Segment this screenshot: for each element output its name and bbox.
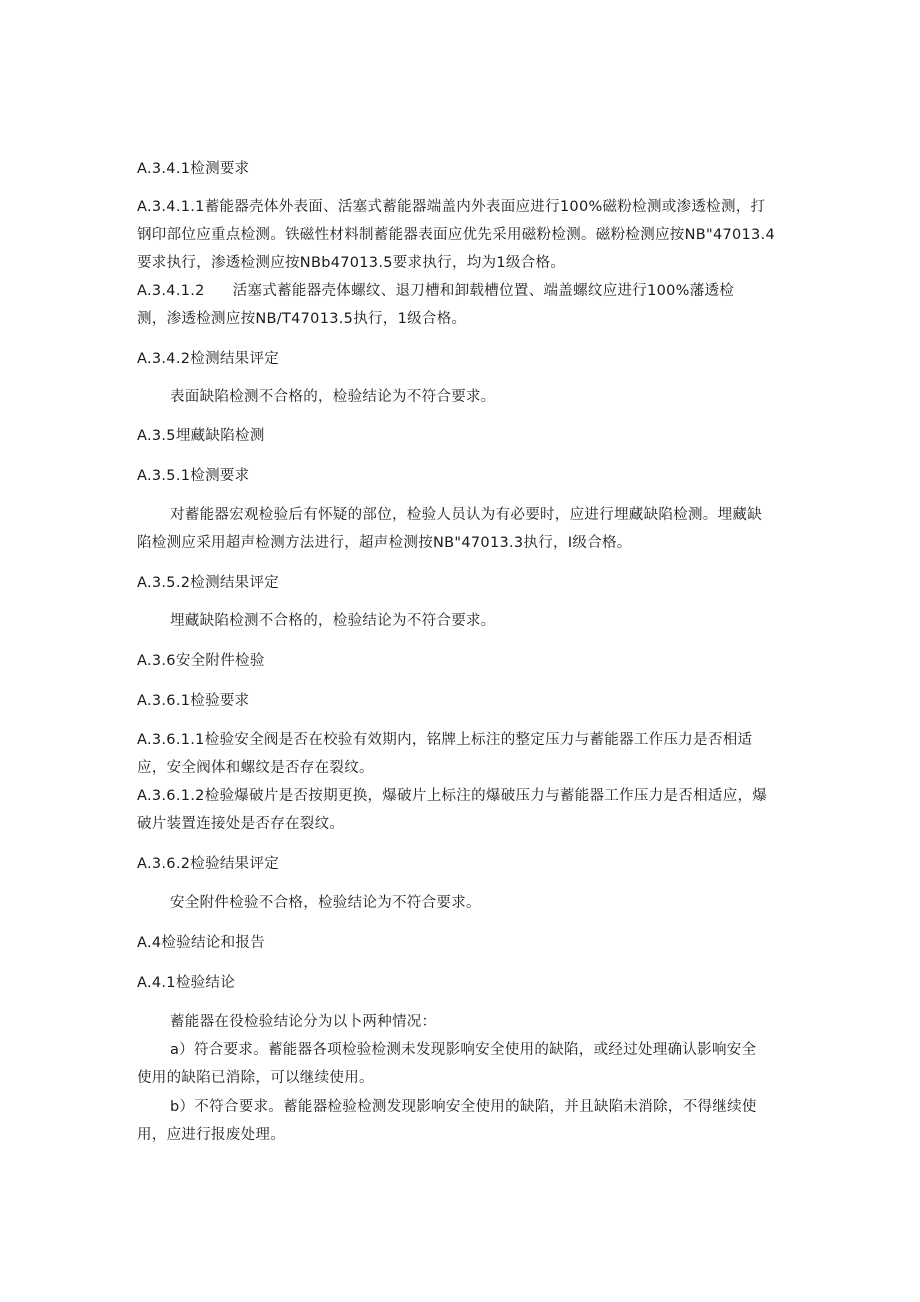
clause-number: A.3.4.1.2 <box>137 283 205 299</box>
para-a41-b-line1: b）不符合要求。蓄能器检验检测发现影响安全使用的缺陷，并且缺陷未消除，不得继续使 <box>170 1099 757 1115</box>
para-a3412-line2: 测，渗透检测应按NB/T47013.5执行，1级合格。 <box>137 311 467 327</box>
heading-a41: A.4.1检验结论 <box>137 975 236 991</box>
para-a3611-line2: 应，安全阀体和螺纹是否存在裂纹。 <box>137 760 374 776</box>
para-a362: 安全附件检验不合格，检验结论为不符合要求。 <box>170 895 481 911</box>
para-a3412-line1 <box>137 280 734 302</box>
heading-a4: A.4检验结论和报告 <box>137 935 265 951</box>
heading-a35: A.3.5埋藏缺陷检测 <box>137 428 265 444</box>
para-a41-b-line2: 用，应进行报废处理。 <box>137 1127 285 1143</box>
heading-a341: A.3.4.1检测要求 <box>137 161 250 177</box>
para-a41-a-line1: a）符合要求。蓄能器各项检验检测未发现影响安全使用的缺陷，或经过处理确认影响安全 <box>170 1042 757 1058</box>
para-a352: 埋藏缺陷检测不合格的，检验结论为不符合要求。 <box>170 613 496 629</box>
para-a3411-line1: A.3.4.1.1蓄能器壳体外表面、活塞式蓄能器端盖内外表面应进行100%磁粉检测或渗透检测，打 <box>137 199 766 215</box>
heading-a36: A.3.6安全附件检验 <box>137 653 265 669</box>
para-a41-intro: 蓄能器在役检验结论分为以卜两种情况： <box>170 1014 437 1030</box>
para-a3411-line3: 要求执行，渗透检测应按NBb47013.5要求执行，均为1级合格。 <box>137 255 566 271</box>
heading-a352: A.3.5.2检测结果评定 <box>137 575 280 591</box>
para-a3612-line1: A.3.6.1.2检验爆破片是否按期更换，爆破片上标注的爆破压力与蓄能器工作压力是否相适应，爆 <box>137 788 768 804</box>
para-a351-line1: 对蓄能器宏观检验后有怀疑的部位，检验人员认为有必要时，应进行埋藏缺陷检测。埋藏缺 <box>170 507 762 523</box>
para-a3612-line2: 破片装置连接处是否存在裂纹。 <box>137 816 345 832</box>
para-a3411-line2: 钢印部位应重点检测。铁磁性材料制蓄能器表面应优先采用磁粉检测。磁粉检测应按NB"47013.4 <box>137 227 776 243</box>
para-a342: 表面缺陷检测不合格的，检验结论为不符合要求。 <box>170 389 496 405</box>
para-a351-line2: 陷检测应采用超声检测方法进行，超声检测按NB"47013.3执行，I级合格。 <box>137 535 632 551</box>
clause-text: 活塞式蓄能器壳体螺纹、退刀槽和卸载槽位置、端盖螺纹应进行100%藩透检 <box>232 283 735 299</box>
heading-a351: A.3.5.1检测要求 <box>137 468 250 484</box>
heading-a342: A.3.4.2检测结果评定 <box>137 351 280 367</box>
para-a3611-line1: A.3.6.1.1检验安全阀是否在校验有效期内，铭牌上标注的整定压力与蓄能器工作压力是否相适 <box>137 732 753 748</box>
heading-a362: A.3.6.2检验结果评定 <box>137 856 280 872</box>
para-a41-a-line2: 使用的缺陷已消除，可以继续使用。 <box>137 1070 374 1086</box>
heading-a361: A.3.6.1检验要求 <box>137 693 250 709</box>
